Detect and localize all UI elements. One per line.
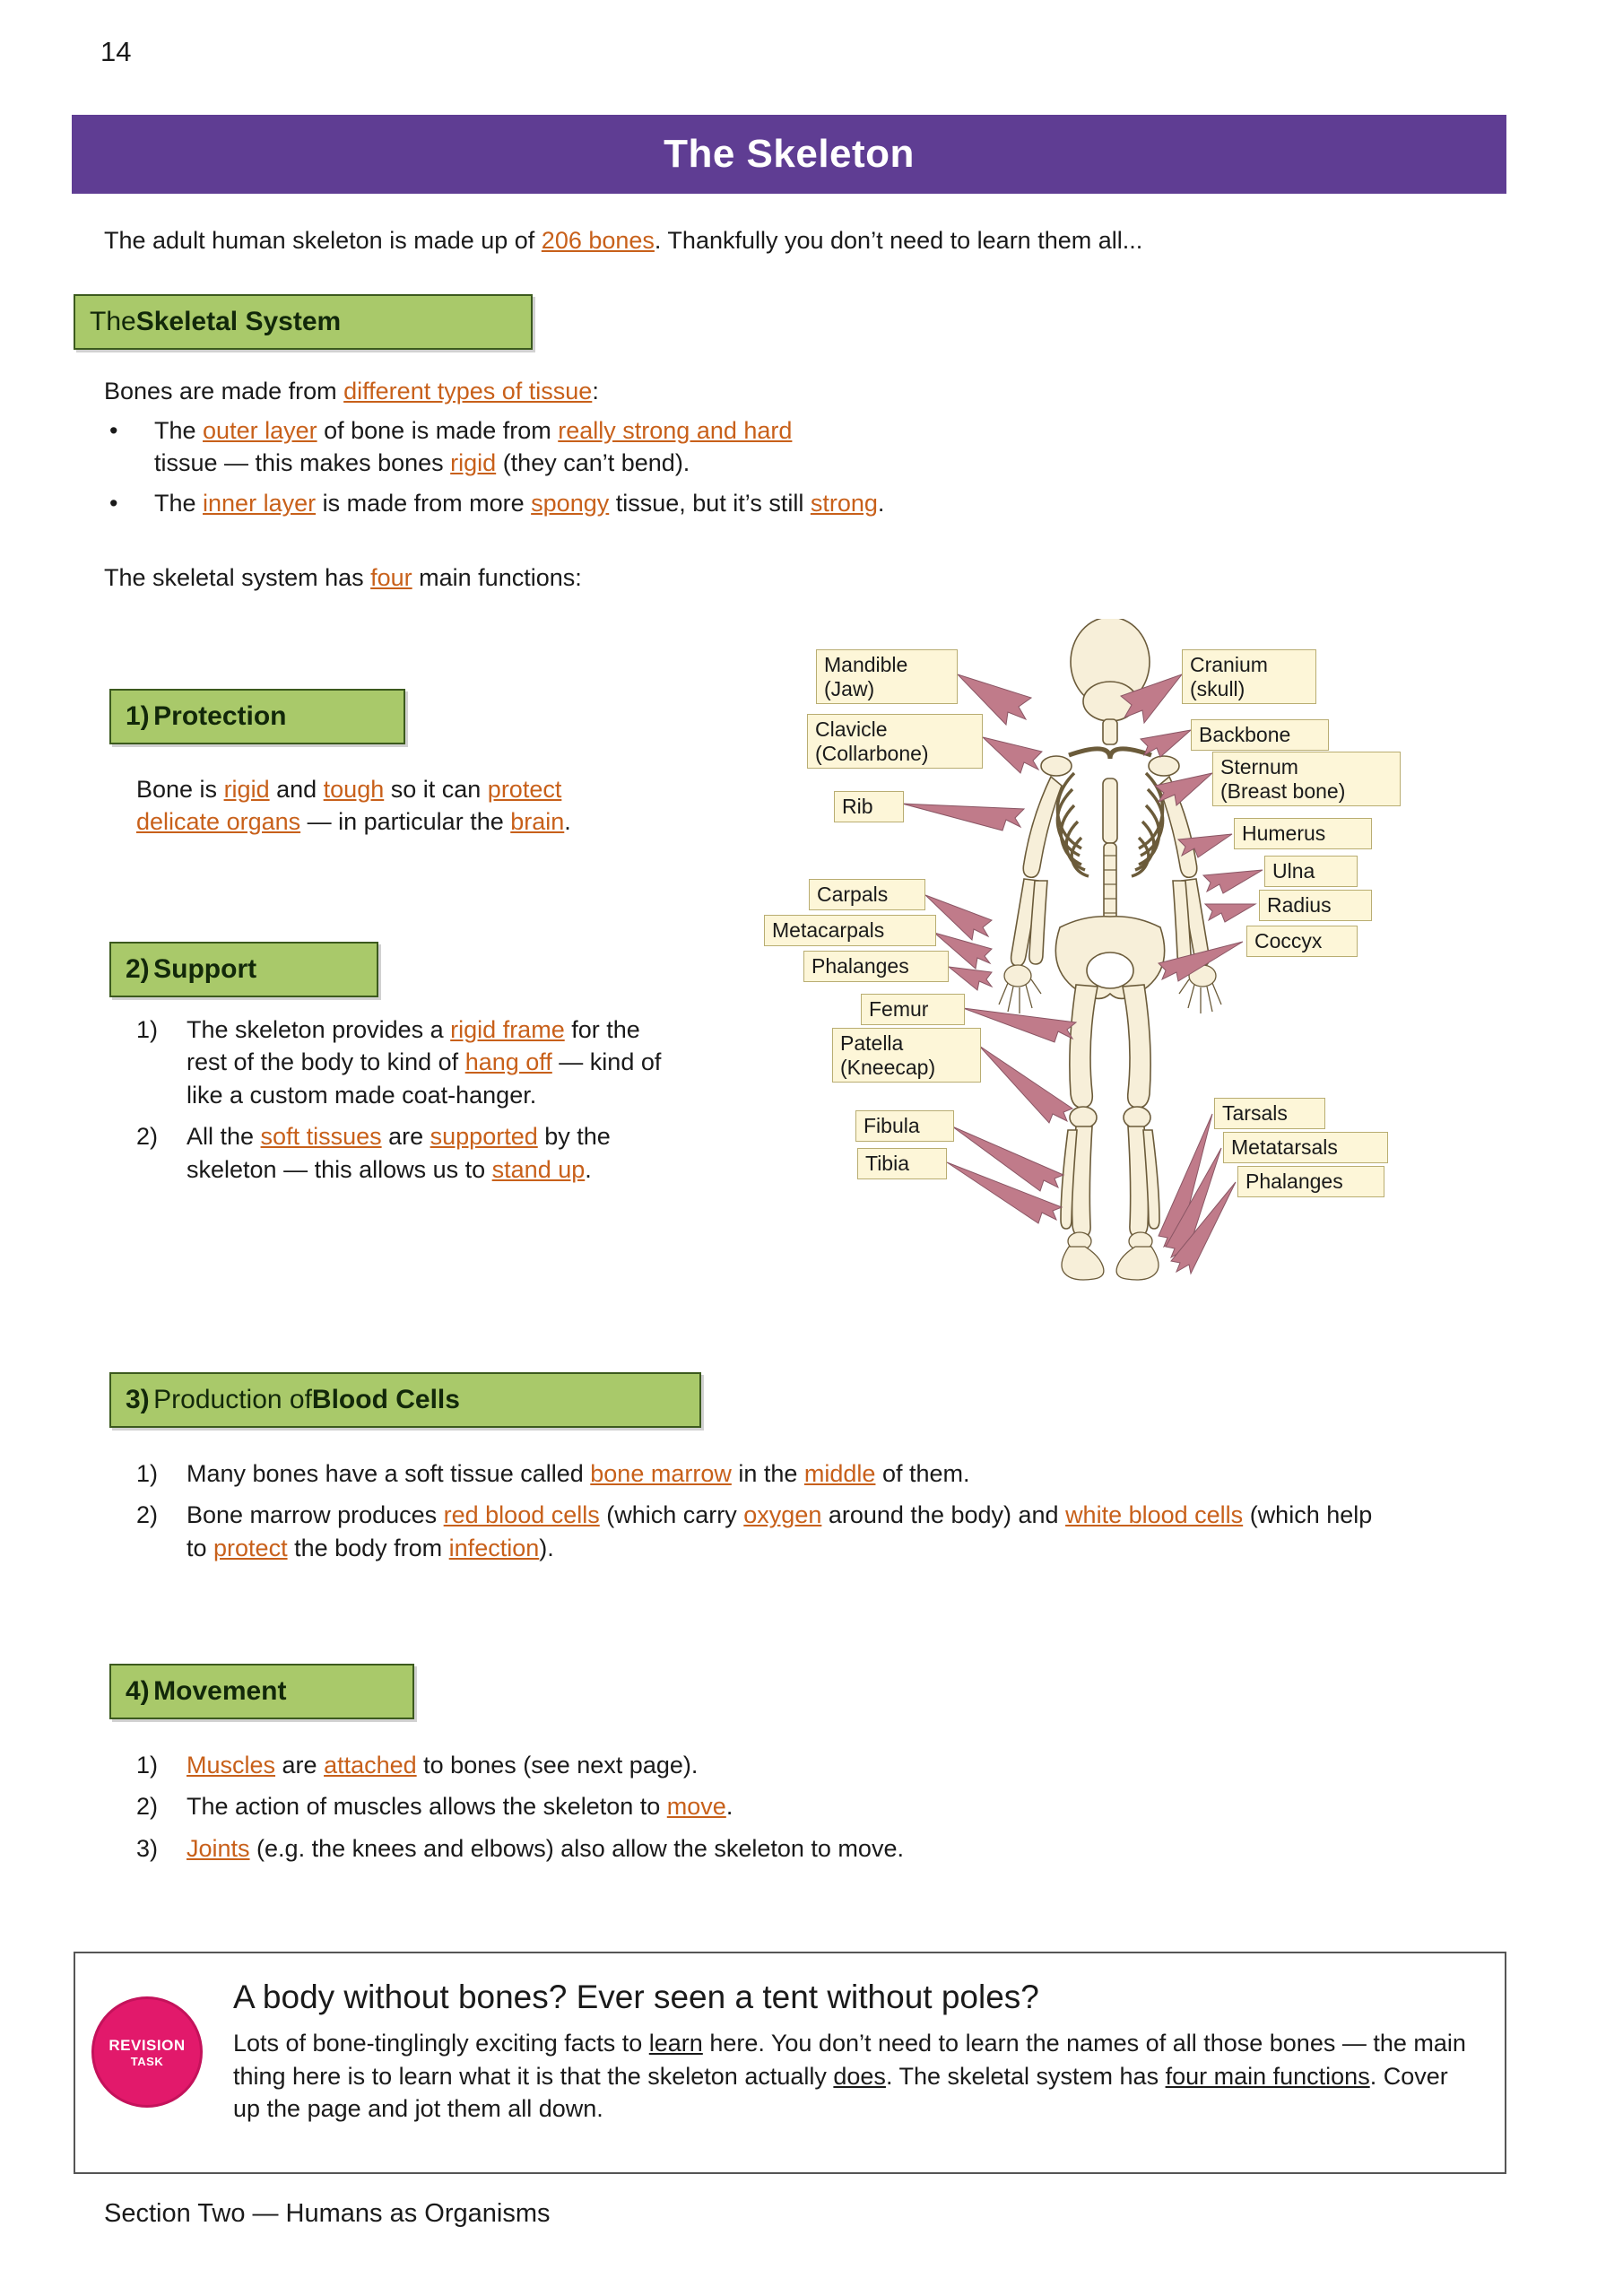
label-line1: Tibia [865, 1152, 909, 1175]
intro-paragraph [104, 224, 1503, 257]
list-number: 1) [136, 1016, 159, 1043]
list-text [187, 1457, 1392, 1490]
s1-c: — kind of like a custom made coat-hanger. [187, 1048, 662, 1109]
label-line1: Carpals [817, 883, 889, 906]
heading-protection-title: Protection [153, 701, 287, 731]
bc1-a: Many bones have a soft tissue called [187, 1460, 591, 1487]
list-item [136, 1790, 1392, 1822]
list-item [104, 414, 1090, 480]
heading-skeletal-bold: Skeletal System [135, 307, 342, 336]
lead-before: Bones are made from [104, 378, 344, 404]
intro-after: . Thankfully you don’t need to learn them all... [654, 227, 1143, 254]
label-line1: Radius [1267, 893, 1332, 917]
movement-list [136, 1749, 1392, 1874]
list-text [187, 1832, 1392, 1865]
list-item [104, 487, 1090, 519]
s2-l2: supported [430, 1123, 538, 1151]
list-item [136, 1499, 1392, 1564]
list-number: 3) [136, 1834, 159, 1862]
rev-a: Lots of bone-tinglingly exciting facts to [233, 2030, 649, 2057]
blood-cells-list [136, 1457, 1392, 1573]
b2-l2: spongy [531, 489, 610, 517]
bc2-b: (which carry [599, 1501, 744, 1529]
diagram-label-coccyx [1246, 926, 1358, 957]
revision-stamp-line2: TASK [130, 2054, 164, 2068]
revision-stamp-icon [91, 1996, 197, 2102]
m3-l1: Joints [187, 1834, 250, 1862]
heading-skeletal-system [74, 294, 533, 350]
label-line1: Coccyx [1254, 929, 1323, 952]
s2-a: All the [187, 1123, 261, 1151]
bc2-l4: protect [213, 1534, 288, 1561]
bc1-b: in the [731, 1460, 804, 1487]
list-number: 1) [136, 1752, 159, 1779]
revision-title: A body without bones? Ever seen a tent without poles? [233, 1979, 1039, 2015]
label-line1: Sternum [1220, 755, 1298, 778]
diagram-label-phalanges-hand [803, 951, 949, 982]
bc2-e: the body from [287, 1534, 449, 1561]
page-title: The Skeleton [664, 132, 915, 176]
rev-u2: does [833, 2062, 886, 2090]
label-line1: Phalanges [1245, 1170, 1343, 1193]
four-after: main functions: [412, 564, 582, 591]
label-line1: Ulna [1272, 859, 1315, 883]
rev-d: . Cover up the page and jot them all down. [233, 2062, 1448, 2123]
bc2-c: around the body) and [821, 1501, 1066, 1529]
heading-support-num: 2) [126, 954, 150, 984]
b1-d: (they can’t bend). [496, 449, 690, 477]
diagram-label-carpals [809, 879, 925, 910]
heading-blood-plain: Production of [153, 1385, 312, 1414]
b2-c: tissue, but it’s still [609, 489, 811, 517]
m2-l1: move [666, 1793, 726, 1821]
label-line2: (skull) [1190, 676, 1245, 700]
list-text [187, 1499, 1392, 1564]
m1-b: to bones (see next page). [416, 1752, 699, 1779]
heading-support [109, 942, 378, 997]
list-number: 1) [136, 1460, 159, 1487]
list-text [187, 1790, 1392, 1822]
b2-l3: strong [810, 489, 878, 517]
list-text [187, 1749, 1392, 1781]
p-e: . [564, 808, 571, 836]
bc2-l1: red blood cells [443, 1501, 600, 1529]
s2-l3: stand up [491, 1155, 586, 1183]
s1-l2: hang off [464, 1048, 552, 1076]
b1-a: The [154, 417, 204, 444]
m2-a: The action of muscles allows the skeleton to [187, 1793, 667, 1821]
diagram-label-radius [1259, 890, 1372, 921]
m2-b: . [725, 1793, 733, 1821]
m3-a: (e.g. the knees and elbows) also allow the skeleton to move. [249, 1834, 904, 1862]
label-line1: Metatarsals [1231, 1135, 1338, 1159]
list-text [187, 1120, 674, 1186]
bc1-l2: middle [803, 1460, 876, 1487]
bc1-c: of them. [875, 1460, 970, 1487]
heading-protection-num: 1) [126, 701, 150, 731]
b2-l1: inner layer [203, 489, 317, 517]
m1-l2: attached [324, 1752, 417, 1779]
diagram-label-clavicle [807, 714, 983, 769]
rev-b: here. You don’t need to learn the names of all those bones — the main thing here is to learn what it is that the skeleton actually [233, 2030, 1466, 2090]
bc1-l1: bone marrow [590, 1460, 732, 1487]
bc2-l5: infection [448, 1534, 540, 1561]
b2-d: . [877, 489, 885, 517]
bullet-marker: • [109, 417, 118, 444]
diagram-label-ulna [1264, 856, 1358, 887]
bc2-f: ). [539, 1534, 554, 1561]
s2-b: are [381, 1123, 430, 1151]
bc2-l3: white blood cells [1065, 1501, 1244, 1529]
skeleton-diagram [772, 619, 1596, 1363]
s2-d: . [585, 1155, 592, 1183]
b1-b: of bone is made from [317, 417, 559, 444]
b1-l1: outer layer [203, 417, 317, 444]
lead-link: different types of tissue [343, 378, 593, 404]
bullet-text [154, 487, 1090, 519]
heading-movement-title: Movement [153, 1676, 287, 1706]
label-line1: Backbone [1199, 723, 1291, 746]
label-line1: Rib [842, 795, 873, 818]
diagram-label-backbone [1191, 719, 1329, 751]
diagram-label-tibia [857, 1148, 947, 1179]
heading-skeletal-plain: The [90, 307, 136, 336]
bullet-marker: • [109, 489, 118, 517]
diagram-label-cranium [1182, 649, 1316, 704]
diagram-label-sternum [1212, 752, 1401, 806]
label-line1: Tarsals [1222, 1101, 1288, 1125]
four-before: The skeletal system has [104, 564, 371, 591]
heading-blood-cells [109, 1372, 701, 1428]
label-line1: Femur [869, 997, 929, 1021]
label-line1: Humerus [1242, 822, 1326, 845]
p-a: Bone is [136, 776, 224, 803]
label-line2: (Kneecap) [840, 1055, 936, 1079]
heading-blood-num: 3) [126, 1385, 150, 1414]
list-item [136, 1832, 1392, 1865]
diagram-label-humerus [1234, 818, 1372, 849]
heading-movement-num: 4) [126, 1676, 150, 1706]
label-line1: Clavicle [815, 718, 888, 741]
bc2-l2: oxygen [743, 1501, 822, 1529]
label-line1: Patella [840, 1031, 904, 1055]
p-c: so it can [384, 776, 488, 803]
m1-l1: Muscles [187, 1752, 276, 1779]
p-l3: protect [487, 776, 562, 803]
list-item [136, 1457, 1392, 1490]
s1-l1: rigid frame [450, 1016, 565, 1043]
bullet-text [154, 414, 1090, 480]
intro-link: 206 bones [541, 227, 655, 254]
list-item [136, 1013, 674, 1111]
b2-b: is made from more [316, 489, 532, 517]
intro-before: The adult human skeleton is made up of [104, 227, 542, 254]
p-l1: rigid [223, 776, 270, 803]
label-line2: (Jaw) [824, 676, 875, 700]
page-footer: Section Two — Humans as Organisms [104, 2199, 551, 2228]
s1-b: for the rest of the body to kind of [187, 1016, 640, 1076]
bc2-a: Bone marrow produces [187, 1501, 444, 1529]
heading-movement [109, 1664, 414, 1719]
rev-u3: four main functions [1165, 2062, 1370, 2090]
label-line1: Cranium [1190, 653, 1268, 676]
s1-a: The skeleton provides a [187, 1016, 451, 1043]
label-line1: Mandible [824, 653, 908, 676]
diagram-label-patella [832, 1028, 981, 1083]
rev-u1: learn [648, 2030, 703, 2057]
p-d: — in particular the [300, 808, 511, 836]
label-line1: Phalanges [812, 954, 909, 978]
list-number: 2) [136, 1793, 159, 1821]
diagram-label-metatarsals [1223, 1132, 1388, 1163]
p-l3b: delicate organs [136, 808, 301, 836]
p-l2: tough [323, 776, 385, 803]
diagram-label-tarsals [1214, 1098, 1325, 1129]
protection-paragraph [136, 773, 674, 839]
label-line2: (Breast bone) [1220, 778, 1346, 803]
tissue-bullet-list [104, 414, 1090, 526]
m1-a: are [275, 1752, 325, 1779]
label-line1: Fibula [864, 1114, 920, 1137]
label-line1: Metacarpals [772, 918, 885, 942]
list-item [136, 1749, 1392, 1781]
s2-l1: soft tissues [260, 1123, 382, 1151]
revision-body [233, 2027, 1471, 2126]
bones-made-from-line [104, 375, 1090, 407]
list-item [136, 1120, 674, 1186]
heading-protection [109, 689, 405, 744]
diagram-label-mandible [816, 649, 958, 704]
list-number: 2) [136, 1123, 159, 1151]
b2-a: The [154, 489, 204, 517]
s2-c: by the skeleton — this allows us to [187, 1123, 611, 1183]
page-number: 14 [100, 36, 132, 67]
p-b: and [269, 776, 324, 803]
b1-l2: really strong and hard [558, 417, 793, 444]
four-link: four [370, 564, 412, 591]
heading-support-title: Support [153, 954, 257, 984]
p-l4: brain [510, 808, 565, 836]
list-text [187, 1013, 674, 1111]
b1-c: tissue — this makes bones [154, 449, 451, 477]
b1-l3: rigid [450, 449, 497, 477]
revision-stamp-line1: REVISION [108, 2036, 186, 2054]
diagram-label-phalanges-foot [1237, 1166, 1384, 1197]
diagram-label-femur [861, 994, 965, 1025]
diagram-label-rib [834, 791, 904, 822]
lead-after: : [592, 378, 599, 404]
revision-task-box [74, 1952, 1506, 2174]
list-number: 2) [136, 1501, 159, 1529]
heading-blood-bold: Blood Cells [311, 1385, 460, 1414]
label-line2: (Collarbone) [815, 741, 929, 765]
four-functions-line [104, 561, 1090, 594]
bc2-d: (which help to [187, 1501, 1373, 1561]
rev-c: . The skeletal system has [885, 2062, 1166, 2090]
support-list [136, 1013, 674, 1195]
diagram-label-fibula [855, 1110, 954, 1142]
page-title-banner [72, 115, 1506, 194]
diagram-label-metacarpals [764, 915, 936, 946]
